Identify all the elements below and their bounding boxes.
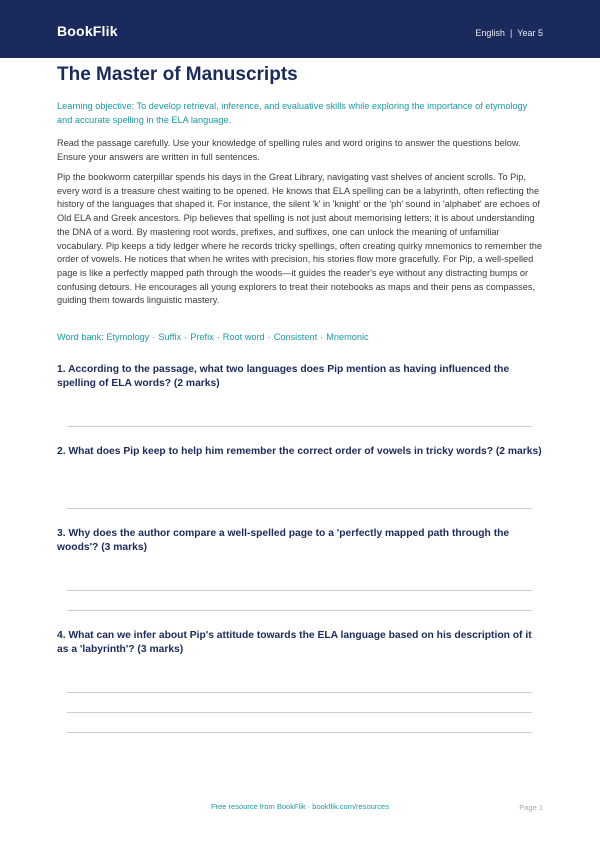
instructions: Read the passage carefully. Use your knowledge of spelling rules and word origins to answer the questions below. Ensure your answers are written in full sentences. <box>57 138 521 162</box>
word-bank-separator: · <box>267 332 271 342</box>
answer-line[interactable] <box>67 712 532 713</box>
word-bank-label: Word bank: <box>57 332 104 342</box>
word-bank-word: Etymology <box>106 332 150 342</box>
question-4: 4. What can we infer about Pip's attitude towards the ELA language based on his description of it as a 'labyrinth'? (3 marks) <box>57 630 532 655</box>
brand-logo-text: BookFlik <box>57 23 118 39</box>
word-bank-separator: · <box>216 332 220 342</box>
word-bank <box>57 332 543 342</box>
word-bank-separator: · <box>184 332 188 342</box>
year-label: Year 5 <box>517 28 543 38</box>
word-bank-word: Prefix <box>190 332 214 342</box>
word-bank-separator: · <box>320 332 324 342</box>
question-3: 3. Why does the author compare a well-spelled page to a 'perfectly mapped path through the woods'? (3 marks) <box>57 528 510 553</box>
subject-label: English <box>475 28 505 38</box>
reading-passage: Pip the bookworm caterpillar spends his days in the Great Library, navigating vast shelves of ancient scrolls. To Pip, every word is a treasure chest waiting to be opened. He knows that ELA spelling can be a labyrinth, often reflecting the history of the languages that shaped it. For instance, the silent 'k' in 'knight' or the 'ph' sound in 'alphabet' are echoes of Old ELA and Greek ancestors. Pip believes that spelling is not just about memorising letters; it is about understanding the DNA of a word. By mastering root words, prefixes, and suffixes, one can unlock the meaning of unfamiliar vocabulary. Pip keeps a tidy ledger where he records tricky spellings, often creating quirky mnemonics to remember the order of vowels. He notices that when he writes with precision, his stories flow more gracefully. For Pip, a well-spelled page is like a perfectly mapped path through the woods—it guides the reader's eye without any distracting bumps or confusing detours. He encourages all young explorers to treat their notebooks as maps and their pens as compasses, guiding them towards linguistic mastery. <box>57 172 542 306</box>
answer-line[interactable] <box>67 610 532 611</box>
answer-line[interactable] <box>67 426 532 427</box>
page-title: The Master of Manuscripts <box>57 64 298 85</box>
word-bank-word: Mnemonic <box>326 332 369 342</box>
word-bank-separator: · <box>152 332 156 342</box>
word-bank-word: Suffix <box>158 332 182 342</box>
question-2: 2. What does Pip keep to help him remember the correct order of vowels in tricky words? (2 marks) <box>57 446 542 457</box>
question-1: 1. According to the passage, what two languages does Pip mention as having influenced the spelling of ELA words? (2 marks) <box>57 364 510 389</box>
learning-objective: Learning objective: To develop retrieval, inference, and evaluative skills while exploring the importance of etymology and accurate spelling in the ELA language. <box>57 101 528 125</box>
answer-line[interactable] <box>67 590 532 591</box>
word-bank-word: Consistent <box>273 332 318 342</box>
meta-separator: | <box>509 28 513 38</box>
page-header <box>0 0 600 58</box>
answer-line[interactable] <box>67 508 532 509</box>
subject-year-meta <box>475 28 543 38</box>
footer-resource-link[interactable]: Free resource from BookFlik · bookflik.com/resources <box>211 802 389 811</box>
word-bank-word: Root word <box>222 332 265 342</box>
answer-line[interactable] <box>67 732 532 733</box>
answer-line[interactable] <box>67 692 532 693</box>
page-number: Page 1 <box>519 803 543 812</box>
